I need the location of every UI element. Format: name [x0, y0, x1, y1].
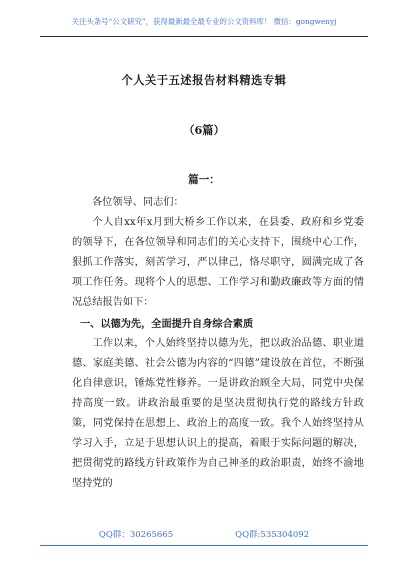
salutation: 各位领导、同志们： — [92, 197, 184, 208]
body-paragraph: 个人自xx年x月到大桥乡工作以来，在县委、政府和乡党委的领导下，在各位领导和同志们的关心支持下，围绕中心工作，狠抓工作落实，刻苦学习，严以律己，恪尽职守，圆满完成了各项工作任务。现将个人的思想、工作学习和勤政廉政等方面的情况总结报告如下： — [72, 217, 364, 309]
footer-contact — [0, 528, 408, 540]
header-promo-note: 关注头条号“公文研究”，获得最新最全最专业的公文资料库！ 微信：gongwenyj — [71, 17, 337, 26]
footer-divider — [40, 545, 368, 546]
document-article-count: （6篇） — [183, 123, 225, 137]
footer-qq-group-1: QQ群：30265665 — [98, 530, 174, 540]
document-body — [72, 193, 364, 494]
section-title: 篇一： — [188, 174, 220, 186]
header-divider — [40, 36, 368, 37]
body-paragraph: 工作以来，个人始终坚持以德为先，把以政治品德、职业道德、家庭美德、社会公德为内容的“四德”建设放在首位，不断强化自律意识，锤炼党性修养。一是讲政治顾全大局，同党中央保持高度一致。讲政治最重要的是坚决贯彻执行党的路线方针政策，同党保持在思想上、政治上的高度一致。我个人始终坚持从学习入手，立足于思想认识上的提高，着眼于实际问题的解决，把贯彻党的路线方针政策作为自己神圣的政治职责，始终不渝地坚持党的 — [72, 337, 364, 490]
footer-qq-group-2: QQ群:535304092 — [235, 530, 310, 540]
section-heading: 一、以德为先，全面提升自身综合素质 — [80, 317, 254, 330]
document-title: 个人关于五述报告材料精选专辑 — [121, 73, 287, 87]
